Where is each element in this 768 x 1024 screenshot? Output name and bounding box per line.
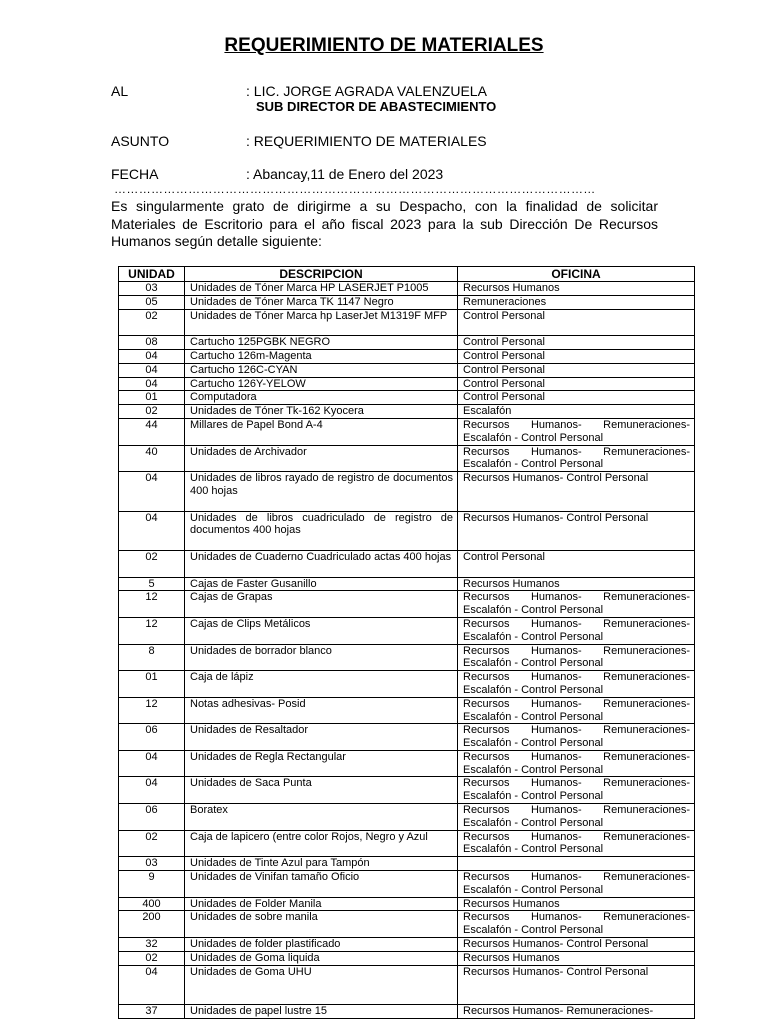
cell-unidad: 5 <box>119 577 185 591</box>
cell-oficina: Recursos Humanos- Remuneraciones- Escalafón - Control Personal <box>458 830 695 857</box>
cell-descripcion: Unidades de Vinifan tamaño Oficio <box>185 871 458 898</box>
cell-unidad: 04 <box>119 750 185 777</box>
cell-unidad: 04 <box>119 777 185 804</box>
cell-descripcion: Cartucho 126m-Magenta <box>185 349 458 363</box>
cell-descripcion: Unidades de Tóner Marca HP LASERJET P1005 <box>185 282 458 296</box>
table-row <box>119 349 695 363</box>
cell-unidad: 02 <box>119 405 185 419</box>
table-row <box>119 445 695 472</box>
materials-table <box>118 266 695 1019</box>
dotted-separator: ……………………………………………………………………………………………………… <box>114 182 596 196</box>
table-row <box>119 830 695 857</box>
table-header-row <box>119 267 695 282</box>
cell-descripcion: Caja de lápiz <box>185 671 458 698</box>
table-row <box>119 644 695 671</box>
cell-descripcion: Unidades de Regla Rectangular <box>185 750 458 777</box>
cell-descripcion: Unidades de Archivador <box>185 445 458 472</box>
table-row <box>119 857 695 871</box>
cell-unidad: 05 <box>119 295 185 309</box>
cell-unidad: 02 <box>119 830 185 857</box>
cell-oficina: Recursos Humanos- Control Personal <box>458 938 695 952</box>
cell-oficina <box>458 857 695 871</box>
cell-oficina: Control Personal <box>458 309 695 336</box>
cell-unidad: 08 <box>119 336 185 350</box>
cell-oficina: Control Personal <box>458 349 695 363</box>
table-row <box>119 697 695 724</box>
header-descripcion: DESCRIPCION <box>185 267 458 282</box>
cell-oficina: Recursos Humanos- Remuneraciones- Escalafón - Control Personal <box>458 591 695 618</box>
cell-oficina: Recursos Humanos- Remuneraciones- Escalafón - Control Personal <box>458 750 695 777</box>
table-row <box>119 871 695 898</box>
cell-descripcion: Unidades de Resaltador <box>185 724 458 751</box>
table-body <box>119 282 695 1019</box>
cell-unidad: 400 <box>119 897 185 911</box>
fecha-label: FECHA <box>111 166 159 182</box>
cell-oficina: Recursos Humanos- Remuneraciones- Escalafón - Control Personal <box>458 671 695 698</box>
cell-descripcion: Unidades de folder plastificado <box>185 938 458 952</box>
cell-oficina: Recursos Humanos <box>458 897 695 911</box>
cell-descripcion: Unidades de Cuaderno Cuadriculado actas 400 hojas <box>185 550 458 577</box>
cell-unidad: 01 <box>119 671 185 698</box>
header-unidad: UNIDAD <box>119 267 185 282</box>
cell-oficina: Recursos Humanos- Remuneraciones- Escalafón - Control Personal <box>458 804 695 831</box>
cell-oficina: Recursos Humanos- Remuneraciones- Escalafón - Control Personal <box>458 445 695 472</box>
document-title: REQUERIMIENTO DE MATERIALES <box>224 35 544 56</box>
cell-descripcion: Cajas de Faster Gusanillo <box>185 577 458 591</box>
cell-descripcion: Caja de lapicero (entre color Rojos, Negro y Azul <box>185 830 458 857</box>
table-row <box>119 577 695 591</box>
cell-unidad: 04 <box>119 363 185 377</box>
table-row <box>119 617 695 644</box>
cell-unidad: 40 <box>119 445 185 472</box>
cell-oficina: Control Personal <box>458 377 695 391</box>
cell-oficina: Recursos Humanos <box>458 951 695 965</box>
cell-unidad: 32 <box>119 938 185 952</box>
table-row <box>119 336 695 350</box>
table-row <box>119 309 695 336</box>
cell-unidad: 02 <box>119 550 185 577</box>
cell-oficina: Recursos Humanos- Remuneraciones- Escalafón - Control Personal <box>458 697 695 724</box>
cell-unidad: 04 <box>119 511 185 550</box>
cell-oficina: Recursos Humanos- Remuneraciones- <box>458 1005 695 1019</box>
cell-oficina: Control Personal <box>458 550 695 577</box>
cell-unidad: 04 <box>119 377 185 391</box>
cell-unidad: 8 <box>119 644 185 671</box>
cell-descripcion: Cartucho 125PGBK NEGRO <box>185 336 458 350</box>
cell-descripcion: Millares de Papel Bond A-4 <box>185 418 458 445</box>
cell-unidad: 06 <box>119 724 185 751</box>
asunto-value: : REQUERIMIENTO DE MATERIALES <box>246 133 487 149</box>
cell-descripcion: Notas adhesivas- Posid <box>185 697 458 724</box>
cell-descripcion: Unidades de Goma UHU <box>185 965 458 1004</box>
cell-unidad: 03 <box>119 282 185 296</box>
cell-descripcion: Unidades de libros cuadriculado de registro de documentos 400 hojas <box>185 511 458 550</box>
cell-unidad: 200 <box>119 911 185 938</box>
cell-oficina: Remuneraciones <box>458 295 695 309</box>
cell-descripcion: Cartucho 126Y-YELOW <box>185 377 458 391</box>
table-row <box>119 377 695 391</box>
cell-oficina: Control Personal <box>458 391 695 405</box>
cell-unidad: 04 <box>119 965 185 1004</box>
table-row <box>119 472 695 511</box>
cell-descripcion: Unidades de Folder Manila <box>185 897 458 911</box>
table-row <box>119 391 695 405</box>
cell-unidad: 01 <box>119 391 185 405</box>
cell-descripcion: Unidades de Saca Punta <box>185 777 458 804</box>
table-row <box>119 804 695 831</box>
cell-unidad: 03 <box>119 857 185 871</box>
table-row <box>119 1005 695 1019</box>
cell-descripcion: Boratex <box>185 804 458 831</box>
cell-oficina: Recursos Humanos- Remuneraciones- Escalafón - Control Personal <box>458 911 695 938</box>
table-row <box>119 550 695 577</box>
cell-descripcion: Unidades de Tóner Marca TK 1147 Negro <box>185 295 458 309</box>
cell-unidad: 44 <box>119 418 185 445</box>
cell-oficina: Recursos Humanos- Control Personal <box>458 511 695 550</box>
cell-descripcion: Unidades de libros rayado de registro de documentos 400 hojas <box>185 472 458 511</box>
cell-unidad: 02 <box>119 951 185 965</box>
al-value: : LIC. JORGE AGRADA VALENZUELA <box>246 83 487 99</box>
table-row <box>119 724 695 751</box>
cell-oficina: Recursos Humanos- Control Personal <box>458 472 695 511</box>
cell-oficina: Recursos Humanos- Remuneraciones- Escalafón - Control Personal <box>458 418 695 445</box>
table-row <box>119 951 695 965</box>
cell-descripcion: Computadora <box>185 391 458 405</box>
table-row <box>119 777 695 804</box>
table-row <box>119 671 695 698</box>
cell-unidad: 12 <box>119 617 185 644</box>
cell-oficina: Recursos Humanos- Remuneraciones- Escalafón - Control Personal <box>458 777 695 804</box>
cell-oficina: Control Personal <box>458 336 695 350</box>
cell-unidad: 37 <box>119 1005 185 1019</box>
table-row <box>119 750 695 777</box>
cell-oficina: Recursos Humanos- Remuneraciones- Escalafón - Control Personal <box>458 644 695 671</box>
cell-unidad: 06 <box>119 804 185 831</box>
cell-descripcion: Cajas de Grapas <box>185 591 458 618</box>
cell-oficina: Recursos Humanos <box>458 282 695 296</box>
cell-descripcion: Unidades de Goma liquida <box>185 951 458 965</box>
table-row <box>119 938 695 952</box>
table-row <box>119 591 695 618</box>
cell-descripcion: Unidades de borrador blanco <box>185 644 458 671</box>
intro-paragraph: Es singularmente grato de dirigirme a su Despacho, con la finalidad de solicitar Materiales de Escritorio para el año fiscal 2023 para la sub Dirección De Recursos Humanos según detalle siguiente: <box>111 198 658 249</box>
table-row <box>119 897 695 911</box>
table-row <box>119 405 695 419</box>
cell-oficina: Recursos Humanos- Remuneraciones- Escalafón - Control Personal <box>458 617 695 644</box>
cell-oficina: Control Personal <box>458 363 695 377</box>
cell-oficina: Recursos Humanos- Control Personal <box>458 965 695 1004</box>
cell-unidad: 04 <box>119 349 185 363</box>
cell-oficina: Recursos Humanos- Remuneraciones- Escalafón - Control Personal <box>458 724 695 751</box>
table-row <box>119 282 695 296</box>
table-row <box>119 911 695 938</box>
al-subtitle: SUB DIRECTOR DE ABASTECIMIENTO <box>256 99 497 114</box>
fecha-value: : Abancay,11 de Enero del 2023 <box>246 166 444 182</box>
asunto-label: ASUNTO <box>111 133 170 149</box>
cell-unidad: 04 <box>119 472 185 511</box>
cell-descripcion: Unidades de Tóner Marca hp LaserJet M1319F MFP <box>185 309 458 336</box>
cell-unidad: 02 <box>119 309 185 336</box>
table-row <box>119 295 695 309</box>
table-row <box>119 965 695 1004</box>
table-row <box>119 418 695 445</box>
cell-oficina: Recursos Humanos- Remuneraciones- Escalafón - Control Personal <box>458 871 695 898</box>
al-label: AL <box>111 83 129 99</box>
cell-oficina: Recursos Humanos <box>458 577 695 591</box>
cell-unidad: 9 <box>119 871 185 898</box>
cell-descripcion: Unidades de Tinte Azul para Tampón <box>185 857 458 871</box>
cell-oficina: Escalafón <box>458 405 695 419</box>
cell-descripcion: Unidades de papel lustre 15 <box>185 1005 458 1019</box>
cell-descripcion: Cartucho 126C-CYAN <box>185 363 458 377</box>
cell-descripcion: Unidades de Tóner Tk-162 Kyocera <box>185 405 458 419</box>
cell-unidad: 12 <box>119 697 185 724</box>
table-row <box>119 363 695 377</box>
cell-descripcion: Unidades de sobre manila <box>185 911 458 938</box>
header-oficina: OFICINA <box>458 267 695 282</box>
table-row <box>119 511 695 550</box>
cell-unidad: 12 <box>119 591 185 618</box>
cell-descripcion: Cajas de Clips Metálicos <box>185 617 458 644</box>
